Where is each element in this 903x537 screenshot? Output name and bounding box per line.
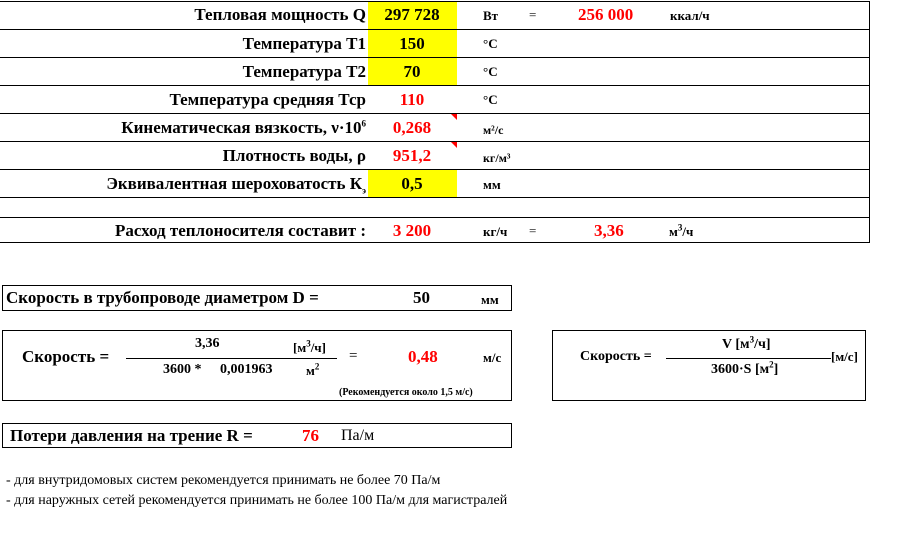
velocity-result: 0,48 xyxy=(408,347,438,366)
tavg-label: Температура средняя Тср xyxy=(169,90,366,109)
flow-unit-m3: $м^3/ч$ xyxy=(669,222,694,239)
power-eq: = xyxy=(529,7,537,22)
velocity-fraction-line xyxy=(126,358,337,359)
velocity-denominator-a: 3600 * xyxy=(163,362,202,377)
diameter-value[interactable]: 50 xyxy=(413,288,430,307)
note-line: - для внутридомовых систем рекомендуется принимать не более 70 Па/м xyxy=(6,473,441,488)
visc-unit: м²/с xyxy=(483,123,504,137)
t1-value[interactable]: 150 xyxy=(399,34,425,53)
dens-value: 951,2 xyxy=(392,146,432,165)
rough-unit: мм xyxy=(483,177,501,192)
comment-indicator[interactable] xyxy=(451,114,457,120)
diameter-label: Скорость в трубопроводе диаметром D = xyxy=(6,288,319,307)
velocity-denominator-b: 0,001963 xyxy=(220,362,273,377)
t2-label: Температура Т2 xyxy=(242,62,366,81)
visc-label: Кинематическая вязкость, $\nu\cdot 10^6$ xyxy=(121,118,366,137)
flow-value: 3 200 xyxy=(392,221,432,240)
pressure-value: 76 xyxy=(302,426,319,445)
flow-eq: = xyxy=(529,223,537,238)
pressure-box xyxy=(2,423,512,448)
power-label: Тепловая мощность Q xyxy=(194,5,366,24)
t1-label: Температура Т1 xyxy=(242,34,366,53)
formula-numerator: V $[м^3/ч]$ xyxy=(722,334,771,352)
dens-unit: кг/м³ xyxy=(483,151,511,165)
power-value[interactable]: 297 728 xyxy=(384,5,440,24)
diameter-box xyxy=(2,285,512,311)
t2-value[interactable]: 70 xyxy=(403,62,421,81)
dens-label: Плотность воды, ρ xyxy=(222,146,366,165)
power-unit: Вт xyxy=(483,8,499,23)
visc-value: 0,268 xyxy=(392,118,432,137)
formula-box xyxy=(552,330,866,401)
velocity-label: Скорость = xyxy=(22,347,110,366)
velocity-numerator: 3,36 xyxy=(195,336,220,351)
t1-unit: °С xyxy=(483,36,498,51)
diameter-unit: мм xyxy=(481,292,499,307)
pressure-label: Потери давления на трение R = xyxy=(10,426,253,445)
formula-unit: [м/с] xyxy=(831,349,858,364)
t2-unit: °С xyxy=(483,64,498,79)
velocity-box xyxy=(2,330,512,401)
velocity-note: (Рекомендуется около 1,5 м/с) xyxy=(339,387,473,398)
tavg-unit: °С xyxy=(483,92,498,107)
pressure-unit: Па/м xyxy=(341,427,375,444)
flow-unit: кг/ч xyxy=(483,224,508,239)
power-unit-kcal: ккал/ч xyxy=(670,8,710,23)
note-line: - для наружных сетей рекомендуется принимать не более 100 Па/м для магистралей xyxy=(6,493,508,508)
comment-indicator[interactable] xyxy=(451,142,457,148)
tavg-value: 110 xyxy=(399,90,425,109)
formula-label: Скорость = xyxy=(580,349,652,364)
velocity-denominator-unit: $м^2$ xyxy=(306,361,320,378)
velocity-unit: м/с xyxy=(483,350,502,365)
flow-label: Расход теплоносителя составит : xyxy=(114,221,366,240)
power-value-kcal: 256 000 xyxy=(578,5,634,24)
velocity-eq: = xyxy=(349,348,358,364)
rough-label: Эквивалентная шероховатость $К_э$ xyxy=(106,174,366,196)
rough-value[interactable]: 0,5 xyxy=(401,174,423,193)
formula-fraction-line xyxy=(666,358,831,359)
flow-value-m3: 3,36 xyxy=(594,221,624,240)
velocity-numerator-unit: $[м^3/ч]$ xyxy=(293,338,326,355)
formula-denominator: 3600·S $[м^2]$ xyxy=(711,359,779,377)
